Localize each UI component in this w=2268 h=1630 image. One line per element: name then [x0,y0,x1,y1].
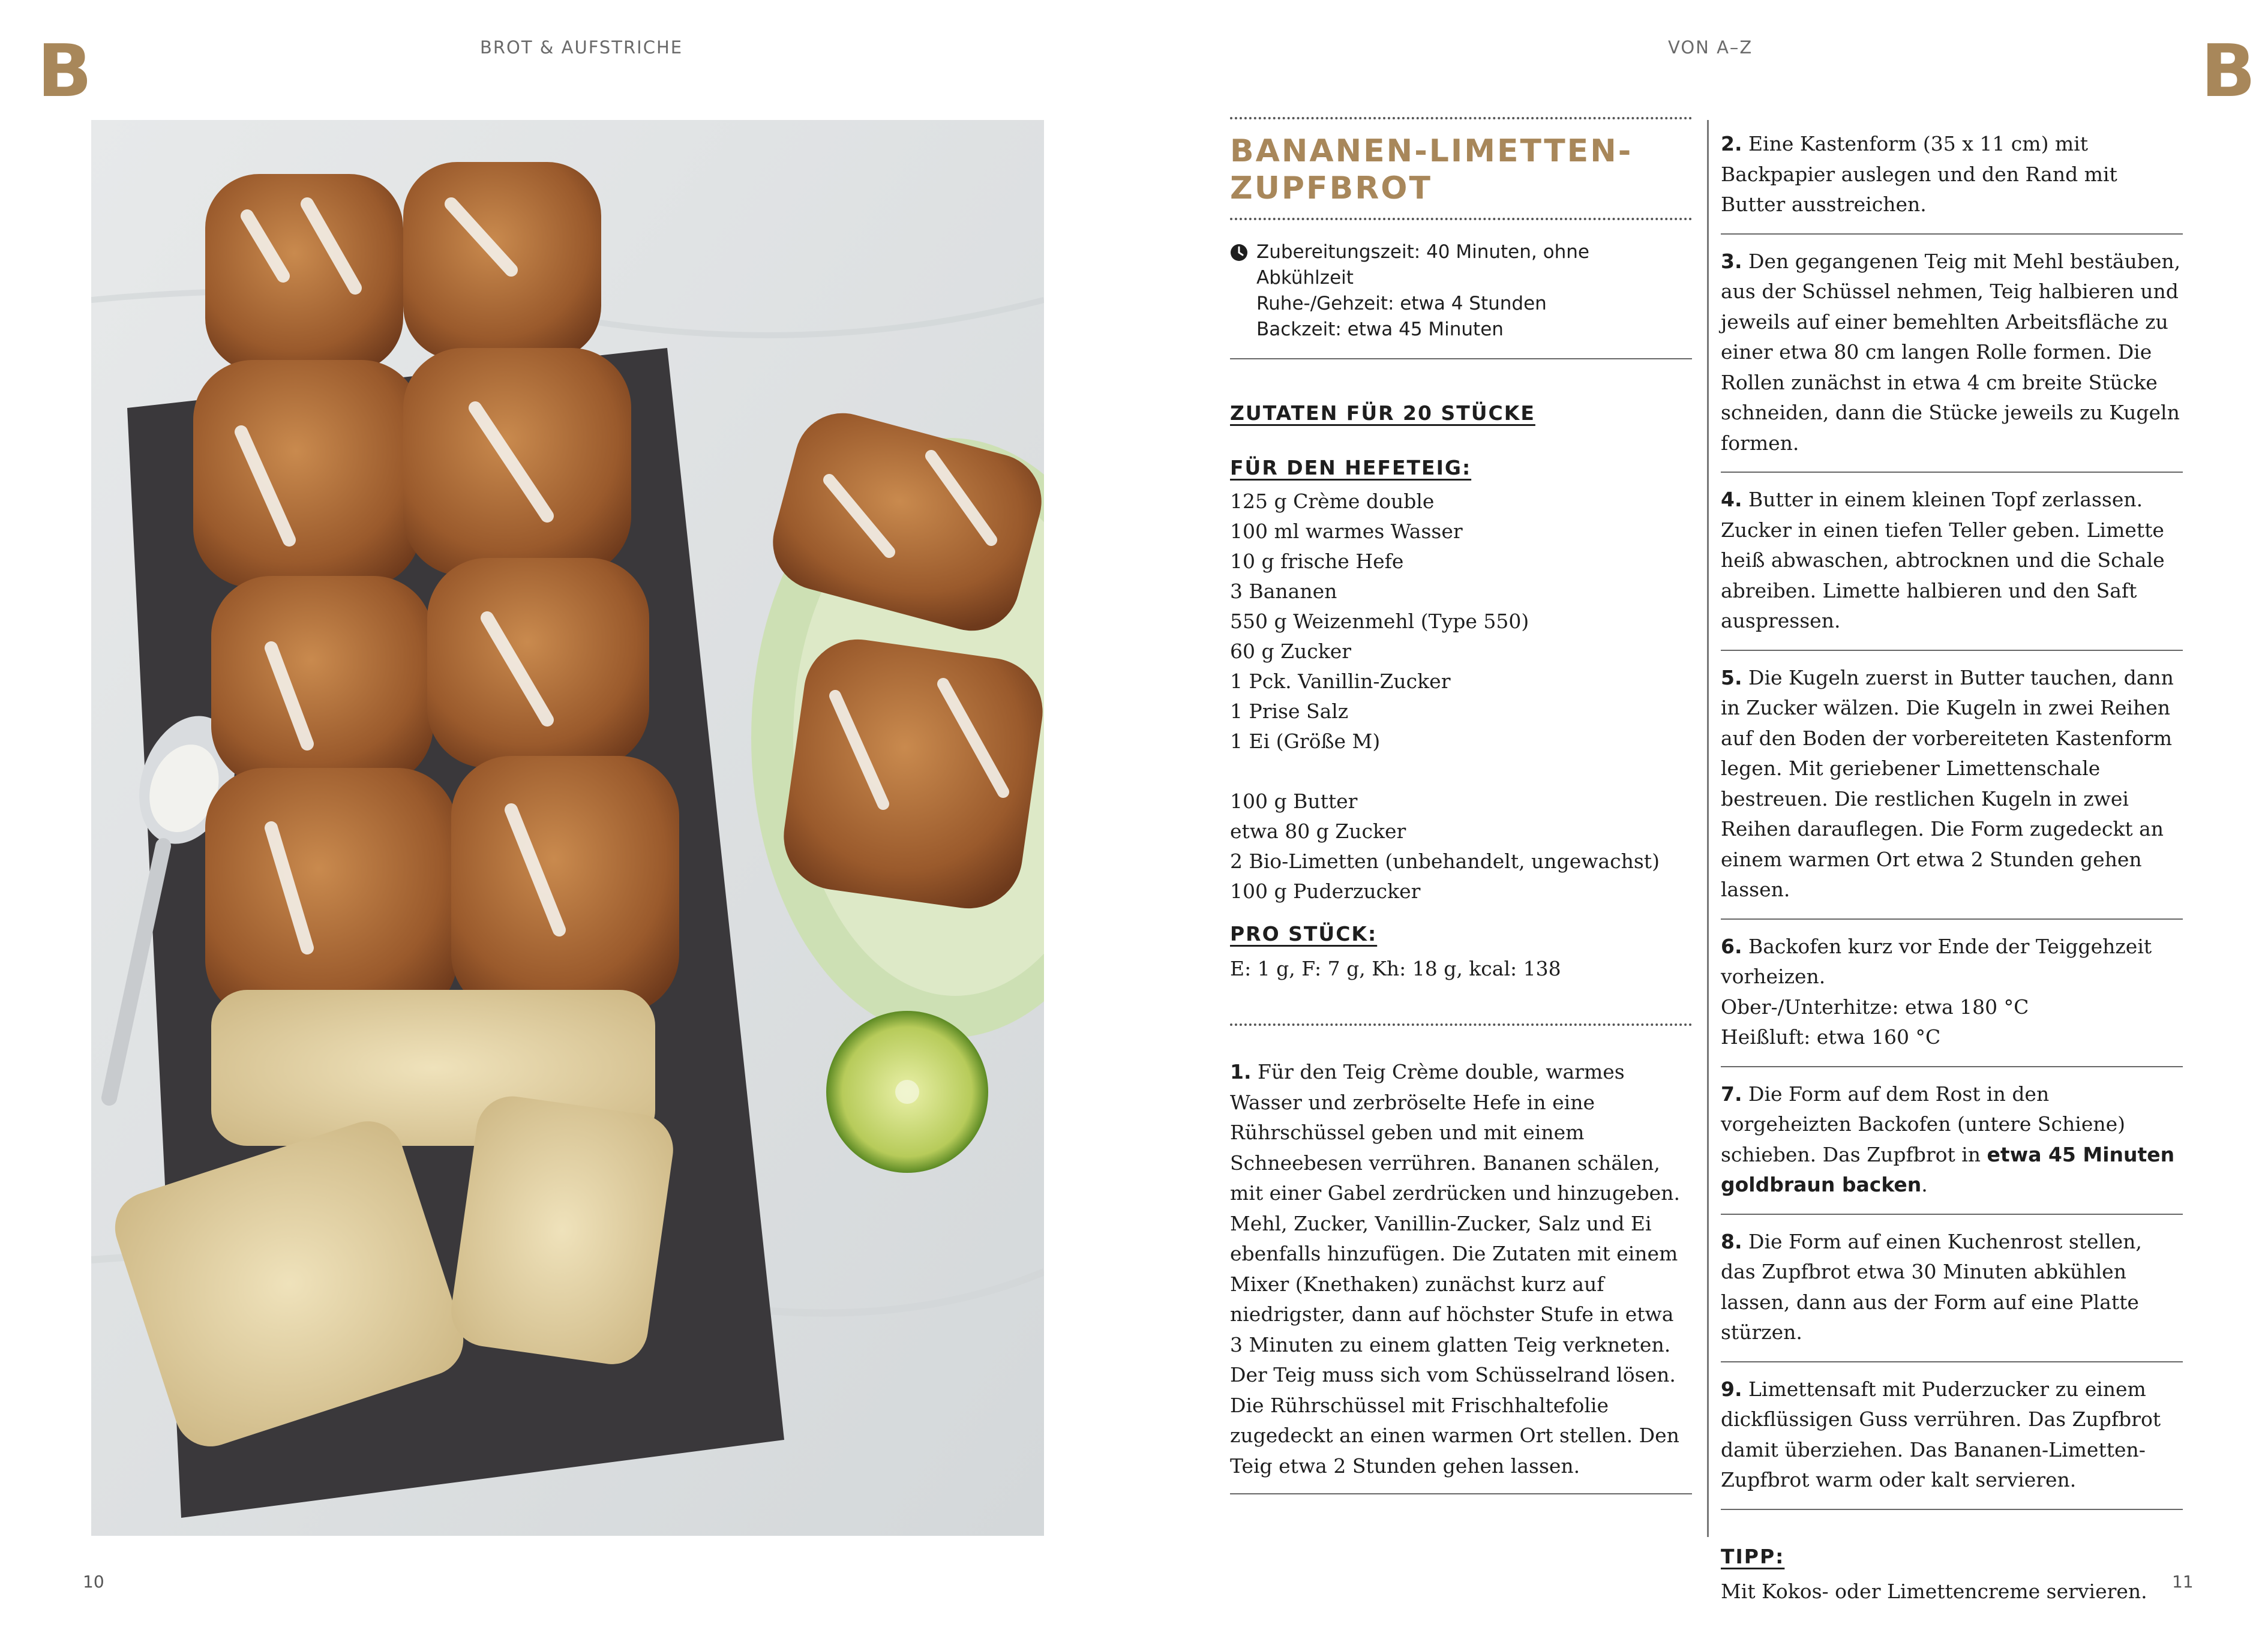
step-2 [1721,117,2183,235]
step-text-end: . [1921,1173,1928,1196]
ingredient: 1 Ei (Größe M) [1230,730,1381,753]
dotted-rule [1230,117,1692,119]
column-divider [1707,120,1709,1537]
ingredient: etwa 80 g Zucker [1230,819,1406,843]
dough-heading: FÜR DEN HEFETEIG: [1230,456,1472,479]
step-6 [1721,920,2183,1067]
tip-heading: TIPP: [1721,1544,1785,1568]
step-emphasis: etwa 45 Minuten goldbraun backen [1721,1142,2175,1196]
ingredients-heading: ZUTATEN FÜR 20 STÜCKE [1230,401,1535,425]
step-number: 7. [1721,1082,1742,1106]
ingredient: 60 g Zucker [1230,640,1352,663]
recipe-column-right [1721,117,2183,1607]
clock-icon [1230,244,1248,262]
ingredient: 10 g frische Hefe [1230,550,1404,573]
time-info [1230,239,1692,343]
recipe-photo [91,120,1044,1536]
step-text: Backofen kurz vor Ende der Teiggehzeit vorheizen. [1721,934,2152,988]
dough-ingredient-list [1230,487,1692,757]
ingredient: 125 g Crème double [1230,490,1435,513]
step-number: 1. [1230,1060,1252,1083]
step-text: Den gegangenen Teig mit Mehl bestäuben, aus der Schüssel nehmen, Teig halbieren und jeweils auf einer bemehlten Arbeitsfläche zu einer etwa 80 cm langen Rolle formen. Die Rollen zunächst in etwa 4 cm breite Stücke schneiden, dann die Stücke jeweils zu Kugeln formen. [1721,249,2181,455]
step-7 [1721,1067,2183,1215]
ingredient: 1 Pck. Vanillin-Zucker [1230,670,1451,693]
plate-bun-bottom [777,632,1044,915]
section-letter-right: B [2201,30,2256,113]
ingredient: 100 ml warmes Wasser [1230,520,1463,543]
page-number-right: 11 [2172,1572,2194,1592]
divider [1230,358,1692,359]
step-text: Die Form auf einen Kuchenrost stellen, das Zupfbrot etwa 30 Minuten abkühlen lassen, dann aus der Form auf eine Platte stürzen. [1721,1229,2142,1344]
ingredient: 1 Prise Salz [1230,700,1349,723]
step-text: Butter in einem kleinen Topf zerlassen. Zucker in einen tiefen Teller geben. Limette heiß abwaschen, abtrocknen und die Schale abreiben. Limette halbieren und den Saft auspressen. [1721,488,2165,632]
tip-text: Mit Kokos- oder Limettencreme servieren. [1721,1579,2147,1603]
bake-time: Backzeit: etwa 45 Minuten [1256,319,1504,340]
step-text: Eine Kastenform (35 x 11 cm) mit Backpapier auslegen und den Rand mit Butter ausstreichen. [1721,132,2117,216]
dotted-rule [1230,1023,1692,1026]
step-number: 9. [1721,1377,1742,1401]
extra-ingredient-list [1230,787,1692,906]
step-4 [1721,473,2183,651]
step-text: Die Kugeln zuerst in Butter tauchen, dann in Zucker wälzen. Die Kugeln in zwei Reihen auf den Boden der vorbereiteten Kastenform legen. Mit geriebener Limettenschale bestreuen. Die restlichen Kugeln in zwei Reihen darauflegen. Die Form zugedeckt an einem warmen Ort etwa 2 Stunden gehen lassen. [1721,665,2174,901]
step-number: 2. [1721,132,1742,155]
divider [1230,1493,1692,1494]
running-head-right: VON A–Z [1668,37,1753,58]
step-number: 4. [1721,488,1742,511]
section-letter-left: B [37,30,92,113]
nutrition-values: E: 1 g, F: 7 g, Kh: 18 g, kcal: 138 [1230,957,1561,980]
step-number: 8. [1721,1229,1742,1253]
step-number: 3. [1721,249,1742,273]
dotted-rule [1230,218,1692,220]
step-text: Die Form auf dem Rost in den vorgeheizten Backofen (untere Schiene) schieben. Das Zupfbrot in [1721,1082,2126,1166]
running-head-left: BROT & AUFSTRICHE [480,37,683,58]
step-text: Für den Teig Crème double, warmes Wasser und zerbröselte Hefe in eine Rührschüssel geben und mit einem Schneebesen verrühren. Bananen schälen, mit einer Gabel zerdrücken und hinzugeben. Mehl, Zucker, Vanillin-Zucker, Salz und Ei ebenfalls hinzufügen. Die Zutaten mit einem Mixer (Knethaken) zunächst kurz auf niedrigster, dann auf höchster Stufe in etwa 3 Minuten zu einem glatten Teig verkneten. Der Teig muss sich vom Schüsselrand lösen. Die Rührschüssel mit Frischhaltefolie zugedeckt an einen warmen Ort stellen. Den Teig etwa 2 Stunden gehen lassen. [1230,1060,1680,1478]
ingredient: 3 Bananen [1230,580,1337,603]
step-3 [1721,235,2183,473]
ingredient: 100 g Butter [1230,790,1358,813]
step-1 [1230,1057,1692,1481]
per-piece-heading: PRO STÜCK: [1230,922,1378,945]
prep-time: Zubereitungszeit: 40 Minuten, ohne Abkühlzeit [1256,241,1589,289]
ingredient: 550 g Weizenmehl (Type 550) [1230,610,1529,633]
ingredient: 2 Bio-Limetten (unbehandelt, ungewachst) [1230,849,1660,873]
step-5 [1721,651,2183,920]
recipe-column-left [1230,117,1692,1494]
step-temp-top-bottom: Ober-/Unterhitze: etwa 180 °C [1721,995,2029,1019]
recipe-title: BANANEN-LIMETTEN- ZUPFBROT [1230,133,1633,206]
step-number: 5. [1721,665,1742,689]
step-temp-fan: Heißluft: etwa 160 °C [1721,1025,1941,1049]
rest-time: Ruhe-/Gehzeit: etwa 4 Stunden [1256,293,1547,314]
page-number-left: 10 [83,1572,104,1592]
step-number: 6. [1721,934,1742,958]
step-9 [1721,1362,2183,1510]
step-8 [1721,1215,2183,1362]
step-text: Limettensaft mit Puderzucker zu einem dickflüssigen Guss verrühren. Das Zupfbrot damit überziehen. Das Bananen-Limetten-Zupfbrot warm oder kalt servieren. [1721,1377,2161,1491]
ingredient: 100 g Puderzucker [1230,879,1421,903]
